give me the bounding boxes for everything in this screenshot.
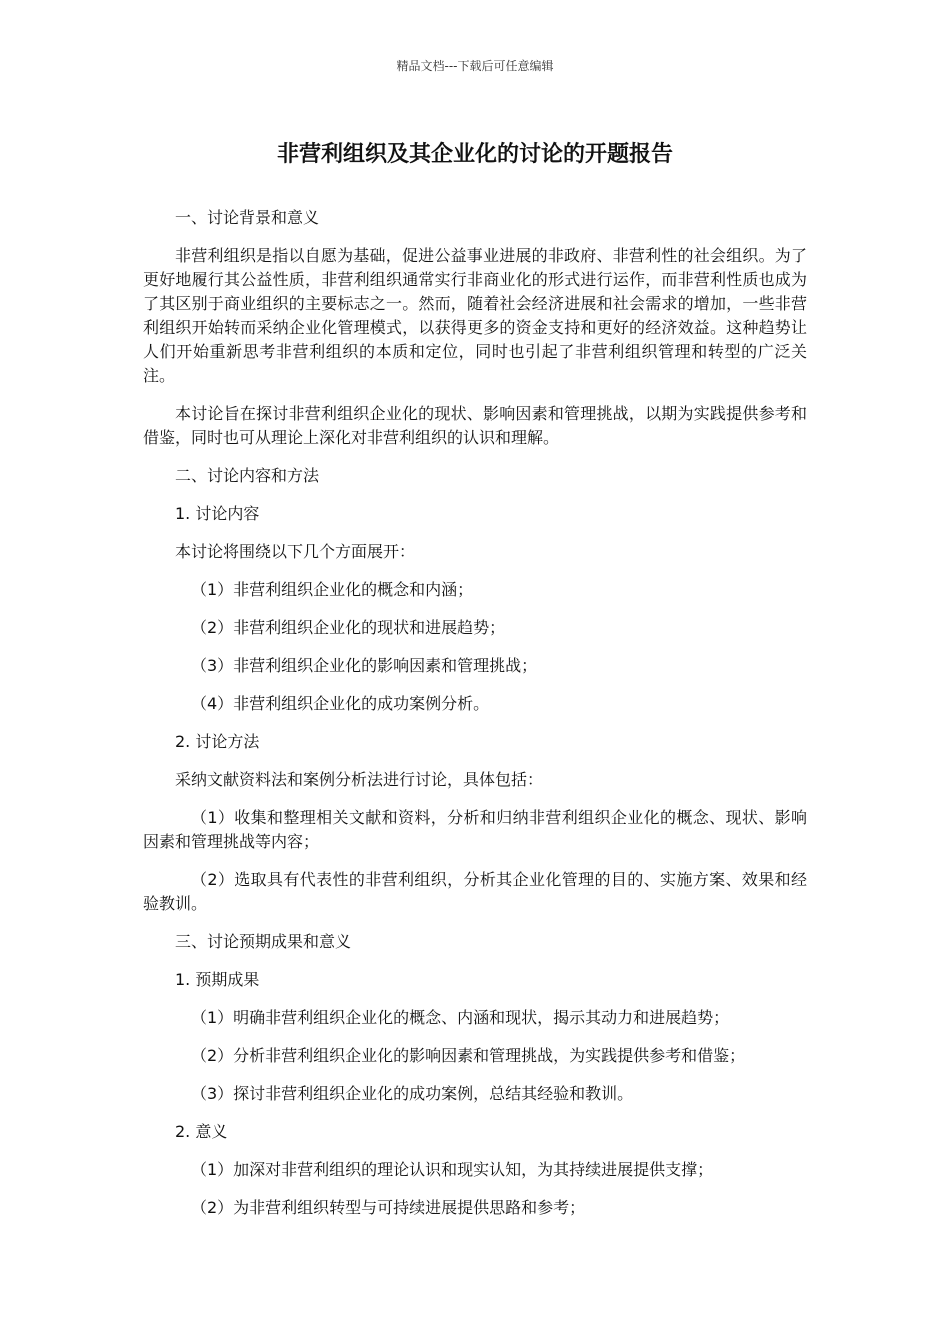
section-heading-background: 一、讨论背景和意义 bbox=[175, 208, 320, 227]
subheading-content: 1. 讨论内容 bbox=[175, 504, 260, 523]
list-item: （1）收集和整理相关文献和资料，分析和归纳非营利组织企业化的概念、现状、影响因素和管理挑战等内容； bbox=[143, 808, 807, 851]
document-title: 非营利组织及其企业化的讨论的开题报告 bbox=[276, 142, 673, 167]
section-heading-content-method: 二、讨论内容和方法 bbox=[175, 466, 320, 485]
list-item: （3）非营利组织企业化的影响因素和管理挑战； bbox=[191, 656, 538, 675]
paragraph-background: 非营利组织是指以自愿为基础，促进公益事业进展的非政府、非营利性的社会组织。为了更好地履行其公益性质，非营利组织通常实行非商业化的形式进行运作，而非营利性质也成为了其区别于商业组织的主要标志之一。然而，随着社会经济进展和社会需求的增加，一些非营利组织开始转而采纳企业化管理模式，以获得更多的资金支持和更好的经济效益。这种趋势让人们开始重新思考非营利组织的本质和定位，同时也引起了非营利组织管理和转型的广泛关注。 bbox=[143, 246, 807, 385]
page-header: 精品文档---下载后可任意编辑 bbox=[396, 59, 554, 73]
list-item: （4）非营利组织企业化的成功案例分析。 bbox=[191, 694, 490, 713]
list-item: （2）非营利组织企业化的现状和进展趋势； bbox=[191, 618, 506, 637]
paragraph-purpose: 本讨论旨在探讨非营利组织企业化的现状、影响因素和管理挑战，以期为实践提供参考和借鉴，同时也可从理论上深化对非营利组织的认识和理解。 bbox=[143, 404, 807, 447]
section-heading-outcomes: 三、讨论预期成果和意义 bbox=[175, 932, 352, 951]
subheading-significance: 2. 意义 bbox=[175, 1122, 228, 1141]
subheading-method: 2. 讨论方法 bbox=[175, 732, 260, 751]
list-item: （2）为非营利组织转型与可持续进展提供思路和参考； bbox=[191, 1198, 586, 1217]
paragraph-method-intro: 采纳文献资料法和案例分析法进行讨论，具体包括： bbox=[175, 770, 544, 789]
list-item: （1）明确非营利组织企业化的概念、内涵和现状，揭示其动力和进展趋势； bbox=[191, 1008, 730, 1027]
list-item: （2）选取具有代表性的非营利组织，分析其企业化管理的目的、实施方案、效果和经验教训。 bbox=[143, 870, 807, 913]
document-body bbox=[143, 206, 807, 1234]
list-item: （3）探讨非营利组织企业化的成功案例，总结其经验和教训。 bbox=[191, 1084, 634, 1103]
paragraph-content-intro: 本讨论将围绕以下几个方面展开： bbox=[175, 542, 416, 561]
subheading-expected-results: 1. 预期成果 bbox=[175, 970, 260, 989]
list-item: （2）分析非营利组织企业化的影响因素和管理挑战，为实践提供参考和借鉴； bbox=[191, 1046, 746, 1065]
list-item: （1）加深对非营利组织的理论认识和现实认知，为其持续进展提供支撑； bbox=[191, 1160, 714, 1179]
list-item: （1）非营利组织企业化的概念和内涵； bbox=[191, 580, 474, 599]
